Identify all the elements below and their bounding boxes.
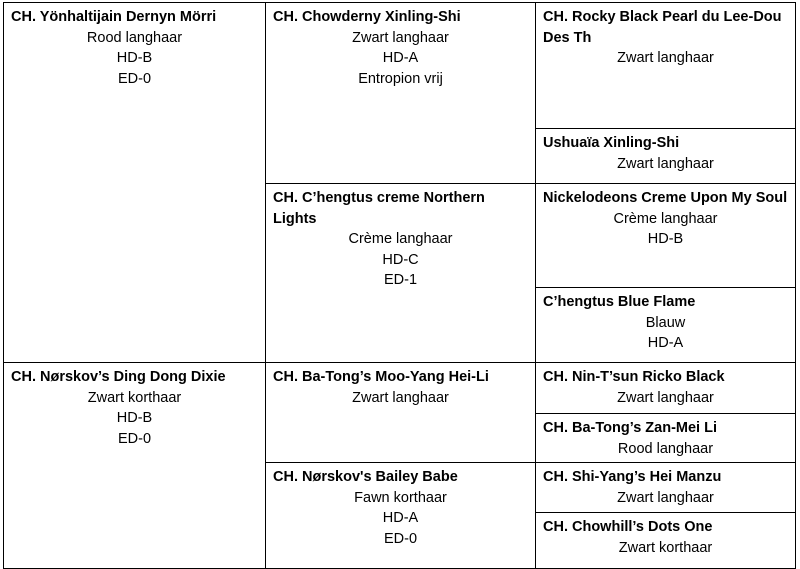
dam-name: CH. Nørskov’s Ding Dong Dixie bbox=[11, 369, 226, 385]
sire-name: CH. Yönhaltijain Dernyn Mörri bbox=[11, 9, 217, 25]
sire-sire-entropion: Entropion vrij bbox=[358, 70, 443, 87]
dam-sire-sire-name: CH. Nin-T’sun Ricko Black bbox=[543, 369, 725, 385]
sire-coat: Rood langhaar bbox=[86, 29, 183, 46]
dam-sire-coat: Zwart langhaar bbox=[352, 389, 449, 406]
sire-sire-coat: Zwart langhaar bbox=[352, 29, 449, 46]
sire-sire-sire-name: CH. Rocky Black Pearl du Lee-Dou Des Th bbox=[543, 9, 782, 46]
dam-sire-sire-cell bbox=[536, 363, 796, 414]
sire-sire-hd: HD-A bbox=[382, 50, 419, 66]
table-row bbox=[4, 3, 796, 129]
sire-dam-sire-cell bbox=[536, 184, 796, 288]
dam-dam-hd: HD-A bbox=[382, 510, 419, 526]
dam-dam-name: CH. Nørskov's Bailey Babe bbox=[273, 469, 458, 485]
sire-dam-coat: Crème langhaar bbox=[348, 231, 453, 247]
sire-sire-dam-name: Ushuaïa Xinling-Shi bbox=[543, 135, 680, 151]
sire-sire-dam-cell bbox=[536, 129, 796, 184]
sire-dam-cell bbox=[266, 184, 536, 363]
dam-sire-cell bbox=[266, 363, 536, 463]
sire-sire-dam-coat: Zwart langhaar bbox=[617, 155, 714, 172]
pedigree-table bbox=[3, 2, 796, 569]
sire-cell bbox=[4, 3, 266, 363]
dam-cell bbox=[4, 363, 266, 569]
sire-dam-sire-name: Nickelodeons Creme Upon My Soul bbox=[543, 190, 788, 206]
sire-sire-name: CH. Chowderny Xinling-Shi bbox=[273, 9, 461, 25]
sire-ed: ED-0 bbox=[117, 70, 152, 87]
dam-sire-dam-cell bbox=[536, 414, 796, 463]
sire-dam-dam-cell bbox=[536, 288, 796, 363]
sire-dam-sire-coat: Crème langhaar bbox=[613, 210, 718, 227]
dam-dam-dam-name: CH. Chowhill’s Dots One bbox=[543, 519, 713, 535]
sire-dam-dam-name: C’hengtus Blue Flame bbox=[543, 294, 696, 310]
dam-dam-dam-coat: Zwart korthaar bbox=[618, 539, 713, 556]
dam-dam-coat: Fawn korthaar bbox=[354, 489, 447, 506]
table-row bbox=[4, 363, 796, 414]
sire-dam-ed: ED-1 bbox=[383, 272, 418, 288]
dam-dam-ed: ED-0 bbox=[383, 530, 418, 547]
dam-dam-sire-name: CH. Shi-Yang’s Hei Manzu bbox=[543, 469, 722, 485]
sire-dam-dam-hd: HD-A bbox=[647, 335, 684, 351]
dam-dam-sire-coat: Zwart langhaar bbox=[617, 489, 714, 506]
dam-hd: HD-B bbox=[116, 410, 153, 426]
dam-coat: Zwart korthaar bbox=[87, 389, 182, 406]
dam-ed: ED-0 bbox=[117, 430, 152, 447]
sire-dam-sire-hd: HD-B bbox=[647, 231, 684, 247]
dam-sire-sire-coat: Zwart langhaar bbox=[617, 389, 714, 406]
dam-sire-name: CH. Ba-Tong’s Moo-Yang Hei-Li bbox=[273, 369, 489, 385]
sire-dam-name: CH. C’hengtus creme Northern Lights bbox=[273, 190, 485, 227]
sire-dam-hd: HD-C bbox=[382, 251, 419, 268]
dam-dam-dam-cell bbox=[536, 513, 796, 569]
dam-dam-cell bbox=[266, 463, 536, 569]
sire-hd: HD-B bbox=[116, 50, 153, 66]
dam-sire-dam-name: CH. Ba-Tong’s Zan-Mei Li bbox=[543, 420, 717, 436]
sire-sire-cell bbox=[266, 3, 536, 184]
sire-dam-dam-coat: Blauw bbox=[645, 314, 686, 331]
dam-dam-sire-cell bbox=[536, 463, 796, 513]
dam-sire-dam-coat: Rood langhaar bbox=[617, 440, 714, 457]
sire-sire-sire-cell bbox=[536, 3, 796, 129]
sire-sire-sire-coat: Zwart langhaar bbox=[617, 50, 714, 66]
